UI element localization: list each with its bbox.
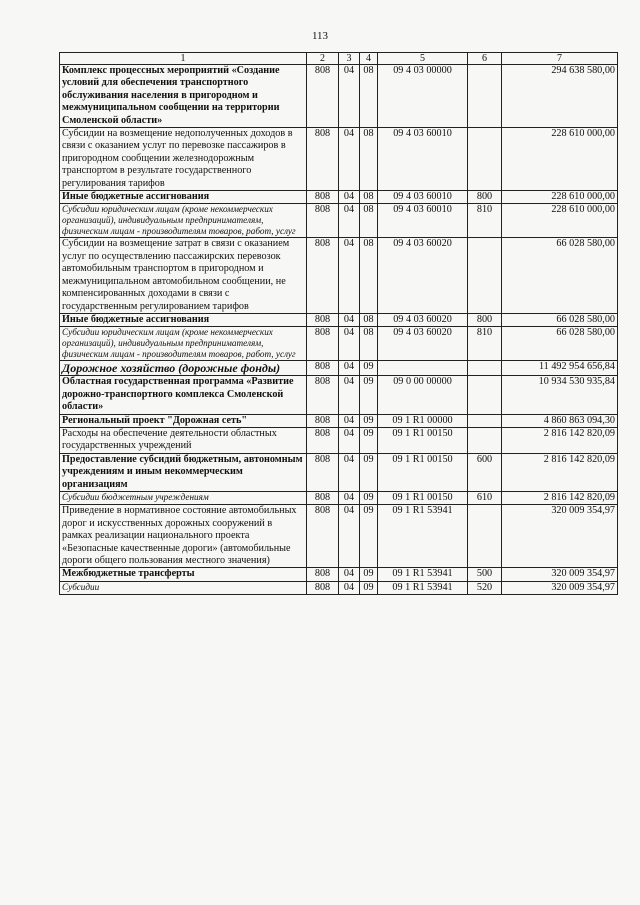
row-name-cell: Субсидии юридическим лицам (кроме некоммерческих организаций), индивидуальным предпринимателям, физическим лицам - производителям товаров, работ, услуг (60, 327, 307, 361)
expense-type-cell: 520 (468, 581, 502, 594)
expense-type-cell (468, 361, 502, 376)
expense-type-cell: 810 (468, 204, 502, 238)
amount-cell: 66 028 580,00 (502, 313, 618, 326)
section-cell: 04 (339, 453, 360, 491)
table-row (60, 427, 618, 453)
table-row (60, 361, 618, 376)
table-row (60, 581, 618, 594)
amount-cell: 228 610 000,00 (502, 204, 618, 238)
subsection-cell: 08 (360, 327, 378, 361)
column-header: 2 (307, 53, 339, 65)
ministry-code-cell: 808 (307, 427, 339, 453)
column-header: 7 (502, 53, 618, 65)
row-name-cell: Предоставление субсидий бюджетным, автономным учреждениям и иным некоммерческим организациям (60, 453, 307, 491)
row-name-cell: Расходы на обеспечение деятельности областных государственных учреждений (60, 427, 307, 453)
section-cell: 04 (339, 327, 360, 361)
expense-type-cell: 800 (468, 313, 502, 326)
ministry-code-cell: 808 (307, 581, 339, 594)
subsection-cell: 09 (360, 453, 378, 491)
section-cell: 04 (339, 191, 360, 204)
target-article-cell (378, 361, 468, 376)
row-name-cell: Субсидии на возмещение недополученных доходов в связи с оказанием услуг по перевозке пассажиров в пригородном сообщении железнодорожным транспортом в результате государственного регулирования тарифов (60, 128, 307, 191)
table-row (60, 327, 618, 361)
table-row (60, 204, 618, 238)
row-name-cell: Приведение в нормативное состояние автомобильных дорог и искусственных дорожных сооружений в рамках реализации национального проекта «Безопасные качественные дороги» (автомобильные дороги общего пользования местного значения) (60, 505, 307, 568)
subsection-cell: 08 (360, 191, 378, 204)
row-name-cell: Субсидии юридическим лицам (кроме некоммерческих организаций), индивидуальным предпринимателям, физическим лицам - производителям товаров, работ, услуг (60, 204, 307, 238)
section-cell: 04 (339, 128, 360, 191)
ministry-code-cell: 808 (307, 568, 339, 581)
subsection-cell: 08 (360, 313, 378, 326)
row-name-cell: Субсидии бюджетным учреждениям (60, 491, 307, 504)
column-header: 4 (360, 53, 378, 65)
target-article-cell: 09 4 03 60020 (378, 313, 468, 326)
budget-table (59, 52, 618, 595)
section-cell: 04 (339, 361, 360, 376)
section-cell: 04 (339, 491, 360, 504)
target-article-cell: 09 1 R1 53941 (378, 568, 468, 581)
amount-cell: 10 934 530 935,84 (502, 376, 618, 414)
target-article-cell: 09 4 03 00000 (378, 65, 468, 128)
amount-cell: 11 492 954 656,84 (502, 361, 618, 376)
expense-type-cell (468, 65, 502, 128)
ministry-code-cell: 808 (307, 128, 339, 191)
target-article-cell: 09 4 03 60020 (378, 238, 468, 313)
ministry-code-cell: 808 (307, 238, 339, 313)
ministry-code-cell: 808 (307, 453, 339, 491)
ministry-code-cell: 808 (307, 65, 339, 128)
section-cell: 04 (339, 313, 360, 326)
amount-cell: 4 860 863 094,30 (502, 414, 618, 427)
amount-cell: 2 816 142 820,09 (502, 453, 618, 491)
expense-type-cell (468, 414, 502, 427)
subsection-cell: 09 (360, 491, 378, 504)
expense-type-cell: 810 (468, 327, 502, 361)
column-header: 1 (60, 53, 307, 65)
ministry-code-cell: 808 (307, 361, 339, 376)
ministry-code-cell: 808 (307, 313, 339, 326)
subsection-cell: 08 (360, 128, 378, 191)
table-row (60, 414, 618, 427)
ministry-code-cell: 808 (307, 327, 339, 361)
target-article-cell: 09 1 R1 00000 (378, 414, 468, 427)
table-row (60, 238, 618, 313)
expense-type-cell (468, 505, 502, 568)
page-number: 113 (311, 30, 329, 42)
row-name-cell: Комплекс процессных мероприятий «Создание условий для обеспечения транспортного обслуживания населения в пригородном и межмуниципальном сообщении на территории Смоленской области» (60, 65, 307, 128)
amount-cell: 2 816 142 820,09 (502, 491, 618, 504)
ministry-code-cell: 808 (307, 505, 339, 568)
table-row (60, 313, 618, 326)
table-row (60, 491, 618, 504)
target-article-cell: 09 1 R1 00150 (378, 427, 468, 453)
expense-type-cell (468, 238, 502, 313)
subsection-cell: 09 (360, 414, 378, 427)
section-cell: 04 (339, 505, 360, 568)
target-article-cell: 09 4 03 60010 (378, 204, 468, 238)
row-name-cell: Иные бюджетные ассигнования (60, 191, 307, 204)
section-cell: 04 (339, 238, 360, 313)
amount-cell: 228 610 000,00 (502, 191, 618, 204)
subsection-cell: 09 (360, 505, 378, 568)
table-row (60, 376, 618, 414)
table-row (60, 505, 618, 568)
subsection-cell: 09 (360, 427, 378, 453)
subsection-cell: 09 (360, 568, 378, 581)
amount-cell: 320 009 354,97 (502, 505, 618, 568)
subsection-cell: 08 (360, 238, 378, 313)
section-cell: 04 (339, 427, 360, 453)
row-name-cell: Региональный проект "Дорожная сеть" (60, 414, 307, 427)
expense-type-cell: 800 (468, 191, 502, 204)
section-cell: 04 (339, 65, 360, 128)
table-row (60, 453, 618, 491)
amount-cell: 320 009 354,97 (502, 568, 618, 581)
table-row (60, 65, 618, 128)
target-article-cell: 09 1 R1 53941 (378, 581, 468, 594)
column-header: 3 (339, 53, 360, 65)
expense-type-cell: 610 (468, 491, 502, 504)
expense-type-cell (468, 128, 502, 191)
column-header: 6 (468, 53, 502, 65)
ministry-code-cell: 808 (307, 491, 339, 504)
subsection-cell: 08 (360, 65, 378, 128)
column-number-row (60, 53, 618, 65)
target-article-cell: 09 4 03 60010 (378, 128, 468, 191)
section-cell: 04 (339, 204, 360, 238)
ministry-code-cell: 808 (307, 204, 339, 238)
subsection-cell: 08 (360, 204, 378, 238)
target-article-cell: 09 4 03 60010 (378, 191, 468, 204)
amount-cell: 66 028 580,00 (502, 327, 618, 361)
target-article-cell: 09 1 R1 00150 (378, 453, 468, 491)
subsection-cell: 09 (360, 581, 378, 594)
section-cell: 04 (339, 376, 360, 414)
row-name-cell: Субсидии на возмещение затрат в связи с оказанием услуг по осуществлению пассажирских перевозок автомобильным транспортом в пригородном и межмуниципальном автомобильном сообщении, не компенсированных доходами в связи с государственным регулированием тарифов (60, 238, 307, 313)
section-cell: 04 (339, 581, 360, 594)
table-row (60, 568, 618, 581)
row-name-cell: Иные бюджетные ассигнования (60, 313, 307, 326)
row-name-cell: Дорожное хозяйство (дорожные фонды) (60, 361, 307, 376)
expense-type-cell: 600 (468, 453, 502, 491)
row-name-cell: Областная государственная программа «Развитие дорожно-транспортного комплекса Смоленской области» (60, 376, 307, 414)
ministry-code-cell: 808 (307, 191, 339, 204)
target-article-cell: 09 0 00 00000 (378, 376, 468, 414)
amount-cell: 294 638 580,00 (502, 65, 618, 128)
amount-cell: 320 009 354,97 (502, 581, 618, 594)
amount-cell: 2 816 142 820,09 (502, 427, 618, 453)
amount-cell: 66 028 580,00 (502, 238, 618, 313)
ministry-code-cell: 808 (307, 376, 339, 414)
target-article-cell: 09 1 R1 00150 (378, 491, 468, 504)
row-name-cell: Межбюджетные трансферты (60, 568, 307, 581)
expense-type-cell: 500 (468, 568, 502, 581)
subsection-cell: 09 (360, 361, 378, 376)
column-header: 5 (378, 53, 468, 65)
target-article-cell: 09 1 R1 53941 (378, 505, 468, 568)
expense-type-cell (468, 427, 502, 453)
amount-cell: 228 610 000,00 (502, 128, 618, 191)
row-name-cell: Субсидии (60, 581, 307, 594)
section-cell: 04 (339, 568, 360, 581)
table-row (60, 128, 618, 191)
target-article-cell: 09 4 03 60020 (378, 327, 468, 361)
expense-type-cell (468, 376, 502, 414)
ministry-code-cell: 808 (307, 414, 339, 427)
table-row (60, 191, 618, 204)
section-cell: 04 (339, 414, 360, 427)
subsection-cell: 09 (360, 376, 378, 414)
